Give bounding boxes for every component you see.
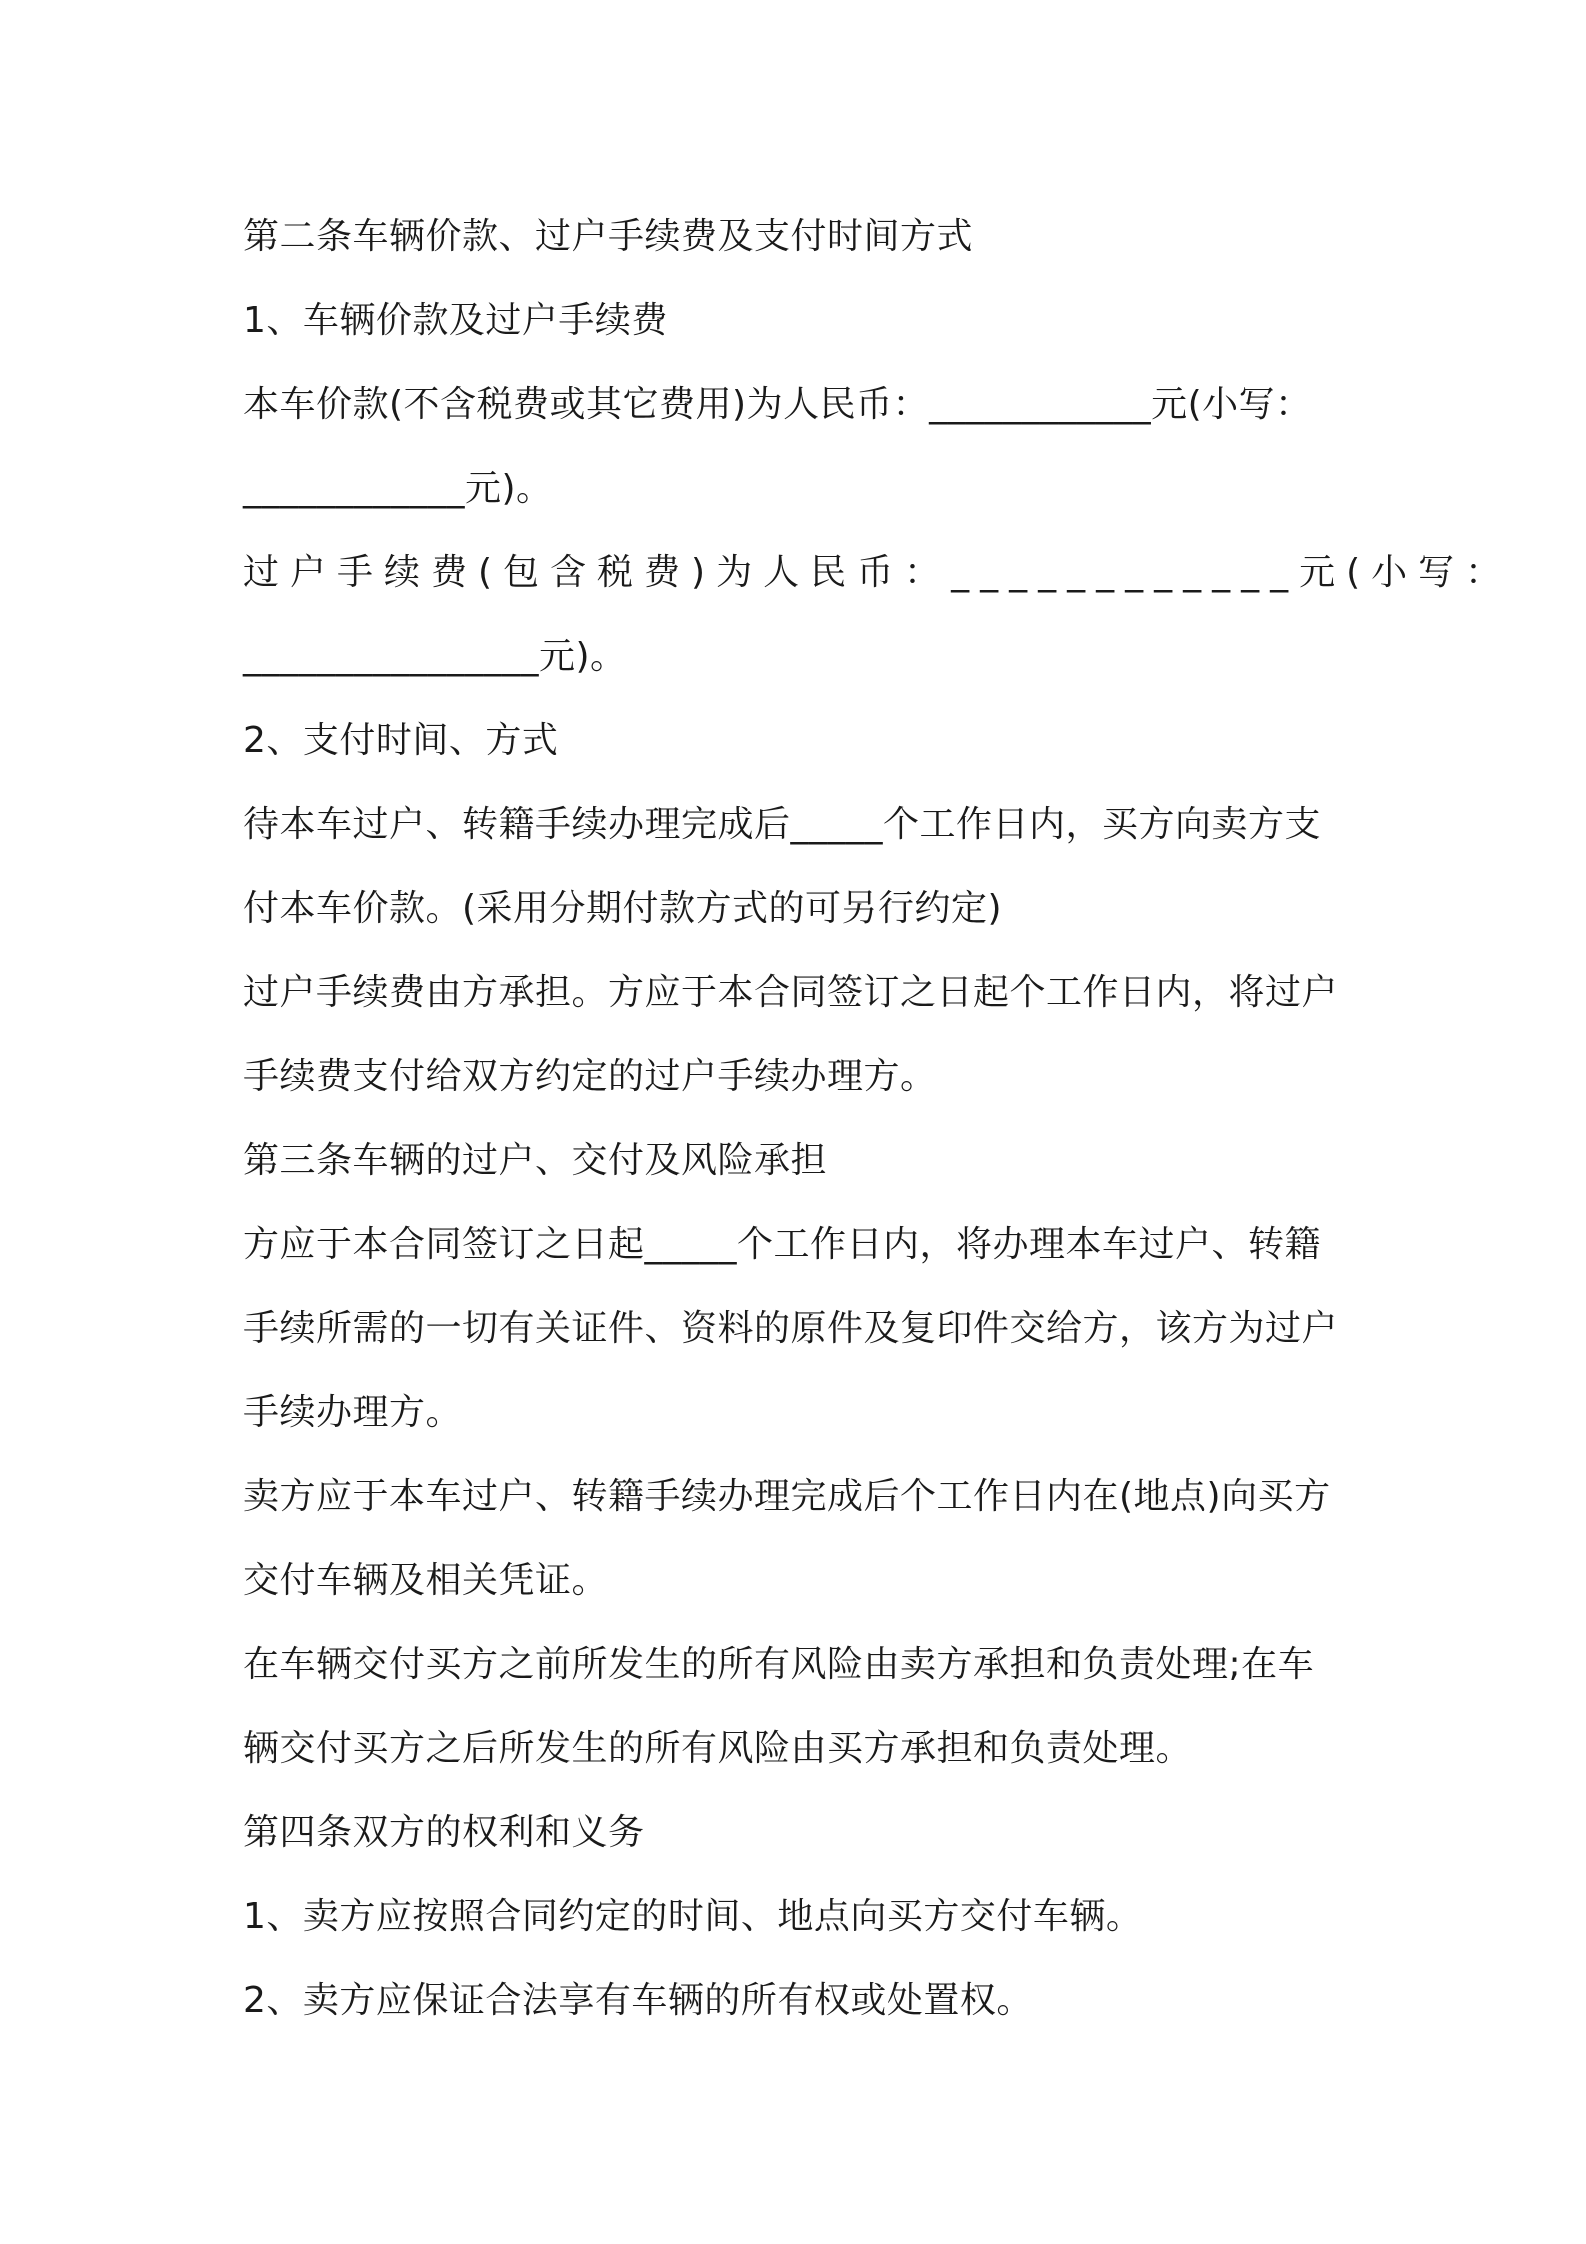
- transfer-fee-line: 过户手续费(包含税费)为人民币：____________元(小写：: [243, 552, 1513, 593]
- article-4-heading: 第四条双方的权利和义务: [243, 1812, 645, 1853]
- document-body: [243, 195, 1513, 2043]
- section-2-heading: 2、支付时间、方式: [243, 720, 559, 761]
- payment-paragraph-line: 待本车过户、转籍手续办理完成后_____个工作日内，买方向卖方支: [243, 804, 1322, 845]
- risk-paragraph-line: 在车辆交付买方之前所发生的所有风险由卖方承担和负责处理;在车: [243, 1644, 1315, 1685]
- obligation-item-2: 2、卖方应保证合法享有车辆的所有权或处置权。: [243, 1980, 1033, 2021]
- risk-paragraph-line: 辆交付买方之后所发生的所有风险由买方承担和负责处理。: [243, 1728, 1193, 1769]
- vehicle-price-line: 本车价款(不含税费或其它费用)为人民币：____________元(小写：: [243, 384, 1312, 425]
- fee-paragraph-line: 过户手续费由方承担。方应于本合同签订之日起个工作日内，将过户: [243, 972, 1339, 1013]
- transfer-fee-line-cont: ________________元)。: [243, 636, 627, 677]
- article-3-heading: 第三条车辆的过户、交付及风险承担: [243, 1140, 828, 1181]
- transfer-paragraph-line: 方应于本合同签订之日起_____个工作日内，将办理本车过户、转籍: [243, 1224, 1322, 1265]
- article-2-heading: 第二条车辆价款、过户手续费及支付时间方式: [243, 216, 974, 257]
- delivery-paragraph-line: 交付车辆及相关凭证。: [243, 1560, 609, 1601]
- section-1-heading: 1、车辆价款及过户手续费: [243, 300, 668, 341]
- obligation-item-1: 1、卖方应按照合同约定的时间、地点向买方交付车辆。: [243, 1896, 1143, 1937]
- vehicle-price-line-cont: ____________元)。: [243, 468, 553, 509]
- transfer-paragraph-line: 手续办理方。: [243, 1392, 463, 1433]
- fee-paragraph-line: 手续费支付给双方约定的过户手续办理方。: [243, 1056, 937, 1097]
- transfer-paragraph-line: 手续所需的一切有关证件、资料的原件及复印件交给方，该方为过户: [243, 1308, 1339, 1349]
- delivery-paragraph-line: 卖方应于本车过户、转籍手续办理完成后个工作日内在(地点)向买方: [243, 1476, 1331, 1517]
- payment-paragraph-line: 付本车价款。(采用分期付款方式的可另行约定): [243, 888, 1003, 929]
